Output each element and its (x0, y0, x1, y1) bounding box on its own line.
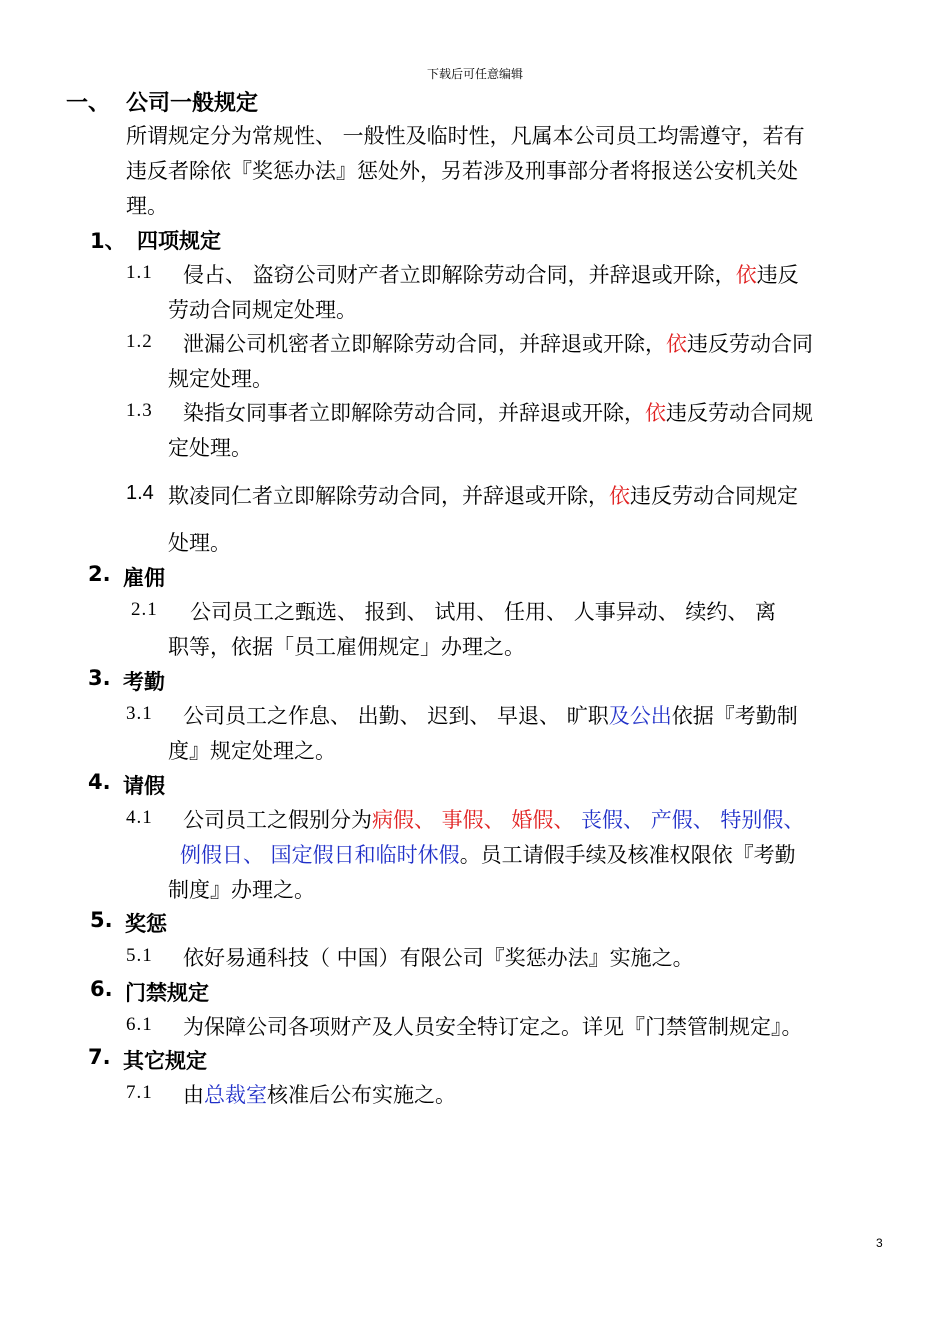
page-header: 下载后可任意编辑 (426, 67, 523, 81)
s4-title: 请假 (123, 774, 165, 798)
item-number: 1.1 (126, 262, 153, 283)
item-text: 依好易通科技（ 中国）有限公司『奖惩办法』实施之。 (183, 946, 694, 970)
s1-number: 1、 (90, 229, 126, 253)
item-number: 7.1 (126, 1082, 153, 1103)
item-text: 公司员工之作息、 出勤、 迟到、 早退、 旷职及公出依据『考勤制 (183, 704, 798, 728)
item-text: 侵占、 盗窃公司财产者立即解除劳动合同，并辞退或开除，依违反 (183, 263, 799, 287)
item-text: 为保障公司各项财产及人员安全特订定之。详见『门禁管制规定』。 (183, 1015, 803, 1039)
item-text: 由总裁室核准后公布实施之。 (183, 1083, 456, 1107)
s6-title: 门禁规定 (125, 981, 209, 1005)
section-number: 一、 (66, 91, 111, 116)
s5-number: 5. (90, 908, 113, 932)
item-text-continued: 劳动合同规定处理。 (168, 298, 357, 322)
s2-number: 2. (88, 562, 111, 586)
intro-line-2: 违反者除依『奖惩办法』惩处外，另若涉及刑事部分者将报送公安机关处 (126, 159, 798, 183)
s7-number: 7. (88, 1045, 111, 1069)
item-number: 3.1 (126, 703, 153, 724)
item-text-continued: 制度』办理之。 (168, 878, 315, 902)
item-number: 2.1 (131, 599, 158, 620)
item-number: 6.1 (126, 1014, 153, 1035)
s1-title: 四项规定 (137, 229, 221, 253)
intro-line-3: 理。 (126, 194, 168, 218)
s3-number: 3. (88, 666, 111, 690)
item-text-continued: 例假日、 国定假日和临时休假。员工请假手续及核准权限依『考勤 (180, 843, 796, 867)
s7-title: 其它规定 (123, 1049, 207, 1073)
s6-number: 6. (90, 977, 113, 1001)
item-text-continued: 定处理。 (168, 436, 252, 460)
item-text: 公司员工之假别分为病假、 事假、 婚假、 丧假、 产假、 特别假、 (183, 808, 805, 832)
s2-title: 雇佣 (123, 566, 165, 590)
item-number: 1.2 (126, 331, 153, 352)
s5-title: 奖惩 (125, 912, 167, 936)
item-number: 4.1 (126, 807, 153, 828)
s3-title: 考勤 (123, 670, 165, 694)
item-text-continued: 职等，依据「员工雇佣规定」办理之。 (168, 635, 525, 659)
item-text: 欺凌同仁者立即解除劳动合同，并辞退或开除，依违反劳动合同规定 (168, 484, 798, 508)
item-number: 5.1 (126, 945, 153, 966)
item-text: 公司员工之甄选、 报到、 试用、 任用、 人事异动、 续约、 离 (190, 600, 777, 624)
item-text-continued: 度』规定处理之。 (168, 739, 336, 763)
s4-number: 4. (88, 770, 111, 794)
page-number: 3 (876, 1236, 883, 1250)
item-text: 泄漏公司机密者立即解除劳动合同，并辞退或开除，依违反劳动合同 (183, 332, 813, 356)
section-title: 公司一般规定 (126, 91, 259, 116)
item-text-continued: 规定处理。 (168, 367, 273, 391)
item-text: 染指女同事者立即解除劳动合同，并辞退或开除，依违反劳动合同规 (183, 401, 813, 425)
item-text-continued: 处理。 (168, 531, 231, 555)
item-number: 1.3 (126, 400, 153, 421)
intro-line-1: 所谓规定分为常规性、 一般性及临时性，凡属本公司员工均需遵守，若有 (126, 124, 805, 148)
item-number: 1.4 (126, 482, 154, 504)
